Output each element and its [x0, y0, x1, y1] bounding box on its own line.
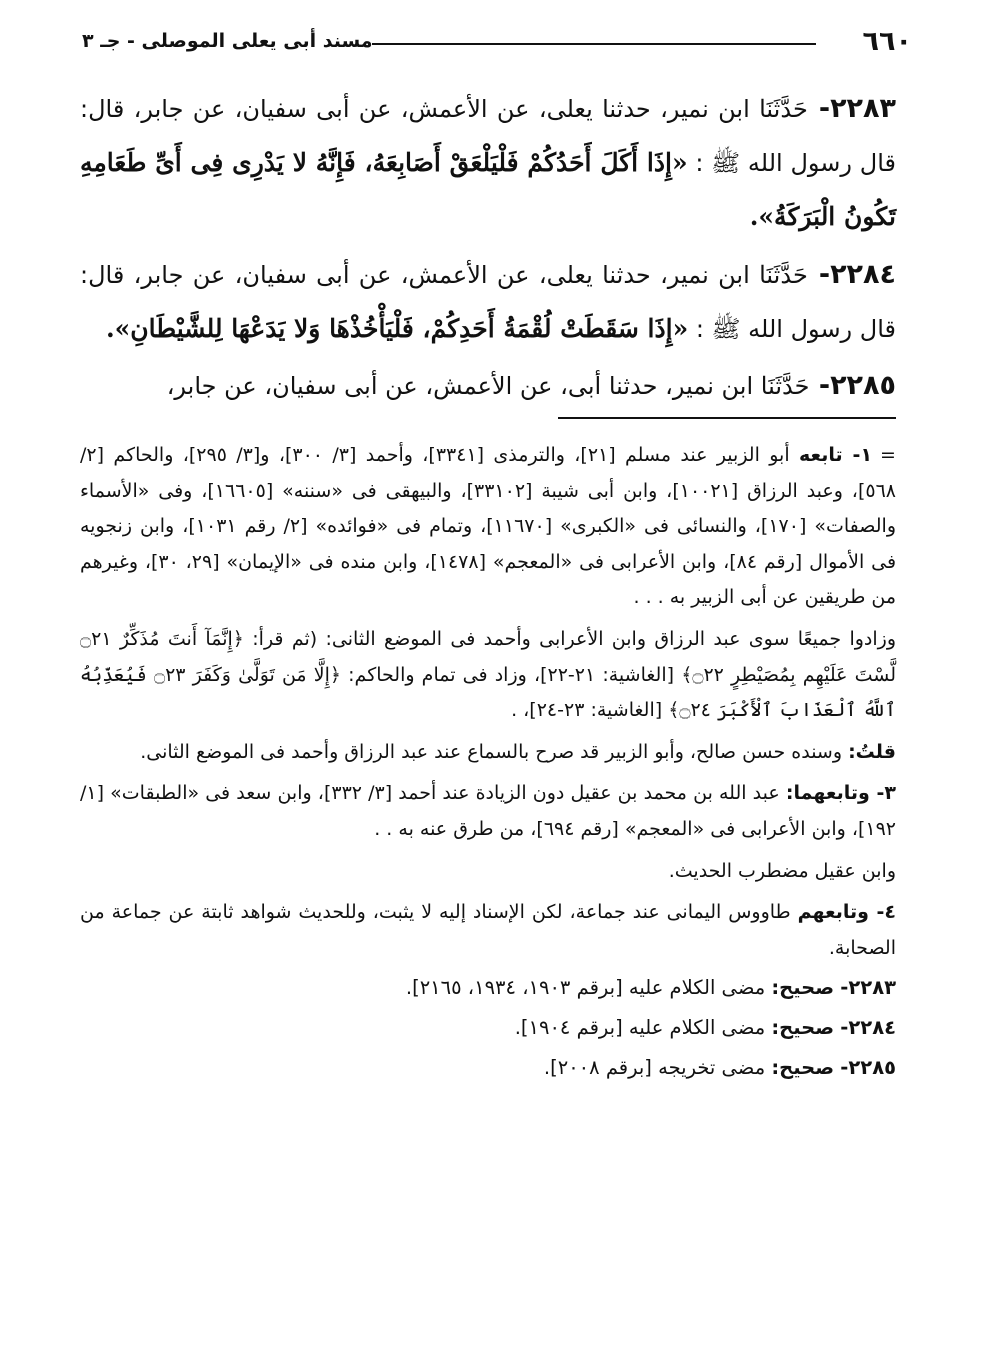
verdict-2284 — [80, 1012, 896, 1044]
footnote-text: عبد الله بن محمد بن عقيل دون الزيادة عند أحمد [٣/ ٣٣٢]، وابن سعد فى «الطبقات» [١/ ١٩٢]، وابن الأعرابى فى «المعجم» [رقم ٦٩٤]، من طرق عنه به . . — [80, 782, 896, 840]
verdict-number: ٢٢٨٤- — [840, 1016, 896, 1040]
verdict-grade: صحيح: — [771, 1016, 835, 1040]
verdict-number: ٢٢٨٥- — [840, 1056, 896, 1080]
hadith-number: ٢٢٨٣ — [830, 93, 896, 124]
footnote-label: ٣- وتابعهما: — [785, 782, 897, 805]
hadith-number: ٢٢٨٤ — [830, 259, 896, 290]
verse-reference: [الغاشية: ٢٣-٢٤]، . — [511, 699, 663, 722]
hadith-haddatha: حَدَّثَنَا — [759, 261, 808, 289]
footnote-label: قلتُ: — [848, 740, 896, 763]
hadith-matn: «إِذَا سَقَطَتْ لُقْمَةُ أَحَدِكُمْ، فَلْيَأْخُذْهَا وَلا يَدَعْهَا لِلشَّيْطَانِ». — [105, 314, 689, 343]
footnote-text: أبو الزبير عند مسلم [٢١]، والترمذى [٣٣٤١]، وأحمد [٣/ ٣٠٠]، و[٣/ ٢٩٥]، والحاكم [٢/ ٥٦٨]، وعبد الرزاق [١٠٠٢١]، وابن أبى شيبة [٣٣١٠٢]، والبيهقى فى «سننه» [١٦٦٠٥]، وفى «الأسماء والصفات» [١٧٠]، والنسائى فى «الكبرى» [١١٦٧٠]، وتمام فى «فوائده» [٢/ رقم ١٠٣١]، وابن زنجويه فى الأموال [رقم ٨٤]، وابن الأعرابى فى «المعجم» [١٤٧٨]، وابن منده فى «الإيمان» [٢٩، ٣٠]، وغيرهم من طريقين عن أبى الزبير به . . . — [80, 444, 897, 609]
hadith-dash: - — [807, 259, 831, 290]
hadith-haddatha: حَدَّثَنَا — [760, 372, 810, 400]
page-number: ٦٦٠ — [862, 26, 912, 57]
hadith-2283 — [80, 82, 896, 244]
footnote-text: وسنده حسن صالح، وأبو الزبير قد صرح بالسماع عند عبد الرزاق وأحمد فى الموضع الثانى. — [140, 740, 843, 763]
verdict-grade: صحيح: — [771, 976, 835, 1000]
hadith-number: ٢٢٨٥ — [830, 370, 896, 401]
footnote-1-comment — [80, 735, 896, 771]
verdict-2283 — [80, 972, 896, 1004]
continuation-mark: = — [880, 444, 896, 466]
verdict-grade: صحيح: — [771, 1056, 835, 1080]
hadith-2284 — [80, 248, 896, 356]
footnote-3-comment — [80, 854, 896, 890]
hadith-dash: - — [807, 93, 831, 124]
verdict-text: مضى الكلام عليه [برقم ١٩٠٤]. — [514, 1016, 766, 1040]
verdict-text: مضى الكلام عليه [برقم ١٩٠٣، ١٩٣٤، ٢١٦٥]. — [405, 976, 766, 1000]
hadith-isnad: ابن نمير، حدثنا يعلى، عن الأعمش، عن أبى سفيان، عن جابر، قال: قال رسول الله ﷺ : — [80, 95, 896, 177]
footnote-text: طاووس اليمانى عند جماعة، لكن الإسناد إليه لا يثبت، وللحديث شواهد ثابتة عن جماعة من الصحابة. — [80, 901, 896, 959]
footnote-1-addition — [80, 622, 896, 729]
footnote-4 — [80, 895, 896, 966]
quran-verse: ﴿إِنَّمَآ أَنتَ مُذَكِّرٌ ۝٢١ لَّسْتَ عَلَيْهِم بِمُصَيْطِرٍ ۝٢٢﴾ — [80, 627, 897, 686]
footnote-1 — [80, 438, 896, 616]
footnotes — [80, 438, 896, 1092]
footnote-text: وابن عقيل مضطرب الحديث. — [668, 859, 896, 882]
verdicts — [80, 972, 896, 1084]
hadith-matn: «إِذَا أَكَلَ أَحَدُكُمْ فَلْيَلْعَقْ أَصَابِعَهُ، فَإِنَّهُ لا يَدْرِى فِى أَىِّ طَعَامِهِ تَكُونُ الْبَرَكَةُ». — [80, 148, 896, 231]
verse-reference: [الغاشية: ٢١-٢٢]، وزاد فى تمام والحاكم: — [348, 663, 675, 686]
verdict-number: ٢٢٨٣- — [840, 976, 896, 1000]
footnote-3 — [80, 776, 896, 847]
hadith-haddatha: حَدَّثَنَا — [759, 95, 808, 123]
quran-verse: ﴿إِلَّا مَن تَوَلَّىٰ وَكَفَرَ ۝٢٣ فَيُعَذِّبُهُ ٱللَّهُ ٱلْعَذَابَ ٱلْأَكْبَرَ ۝٢٤﴾ — [80, 663, 896, 722]
verdict-text: مضى تخريجه [برقم ٢٠٠٨]. — [543, 1056, 766, 1080]
footnote-label: ٤- وتابعهم — [797, 901, 896, 924]
hadith-isnad: ابن نمير، حدثنا أبى، عن الأعمش، عن أبى سفيان، عن جابر، — [166, 372, 754, 400]
footnote-separator — [558, 417, 896, 419]
verdict-2285 — [80, 1052, 896, 1084]
hadith-dash: - — [809, 370, 831, 401]
running-title: مسند أبى يعلى الموصلى - جـ ٣ — [82, 30, 373, 52]
hadith-2285 — [80, 359, 896, 413]
hadith-isnad: ابن نمير، حدثنا يعلى، عن الأعمش، عن أبى سفيان، عن جابر، قال: قال رسول الله ﷺ : — [80, 261, 896, 343]
header-rule — [372, 43, 816, 45]
running-header — [82, 26, 912, 60]
footnote-text: وزادوا جميعًا سوى عبد الرزاق وابن الأعرابى وأحمد فى الموضع الثانى: (ثم قرأ: — [252, 627, 897, 650]
footnote-label: ١- تابعه — [798, 444, 873, 466]
